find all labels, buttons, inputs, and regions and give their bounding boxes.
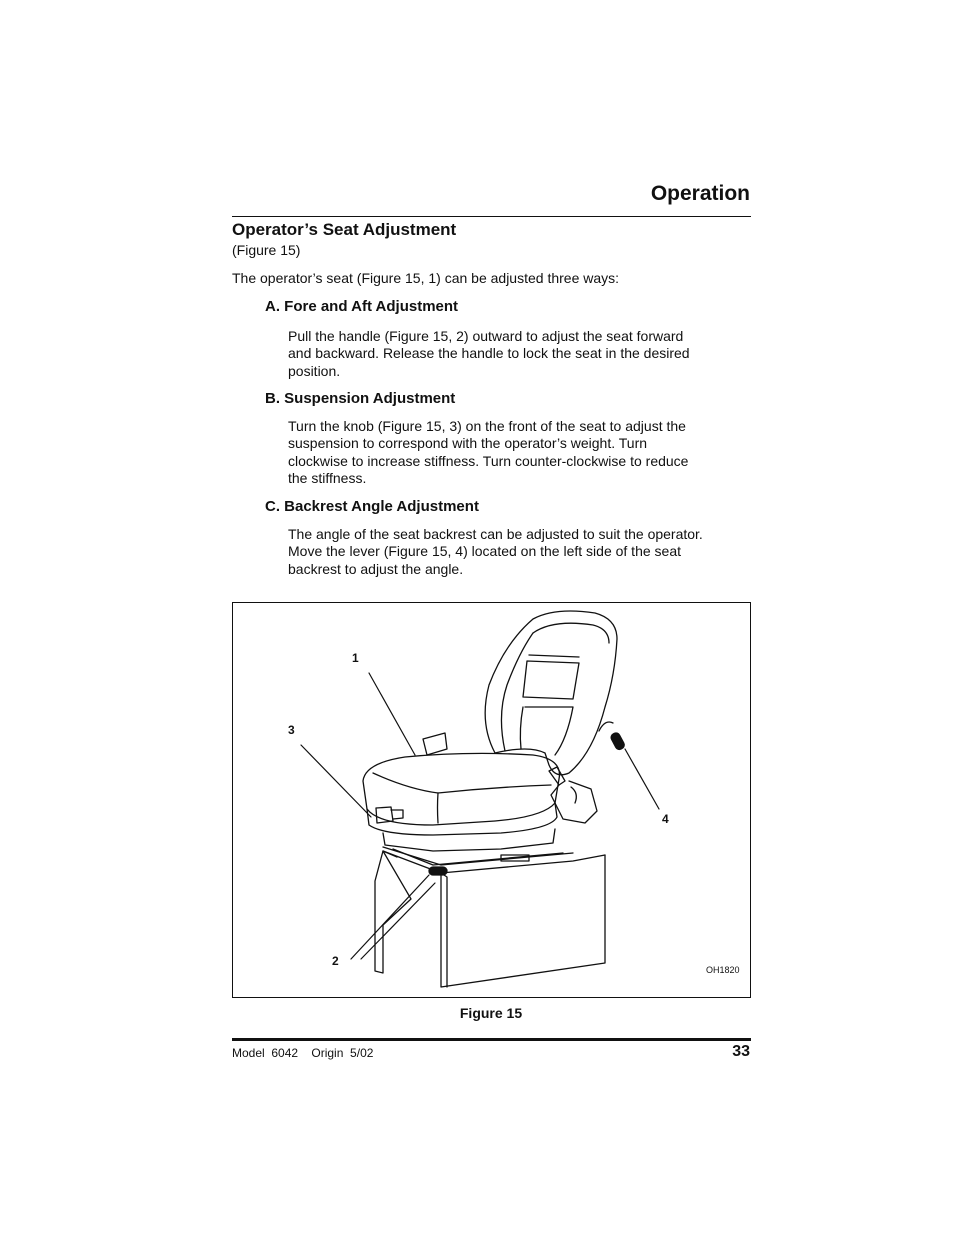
section-c-text: [288, 526, 750, 578]
section-c-line: Move the lever (Figure 15, 4) located on the left side of the seat: [288, 543, 681, 560]
intro-text: The operator’s seat (Figure 15, 1) can be adjusted three ways:: [232, 270, 620, 286]
callout-1: 1: [352, 651, 359, 665]
section-a-title: A. Fore and Aft Adjustment: [265, 298, 459, 315]
callout-3: 3: [288, 723, 295, 737]
section-b-line: clockwise to increase stiffness. Turn counter-clockwise to reduce: [288, 452, 689, 469]
seat-base: [375, 851, 605, 987]
section-a-line: position.: [288, 362, 341, 379]
section-c-line: backrest to adjust the angle.: [288, 560, 464, 577]
fore-aft-handle: [429, 867, 447, 875]
seat-belt: [423, 733, 597, 823]
page-number: 33: [732, 1043, 750, 1060]
footer-rule: [232, 1038, 751, 1041]
seat-backrest: [485, 611, 617, 775]
seat-cushion: [363, 753, 559, 851]
section-b-line: the stiffness.: [288, 469, 367, 486]
section-a-line: Pull the handle (Figure 15, 2) outward to adjust the seat forward: [288, 328, 684, 344]
page-heading: Operator’s Seat Adjustment: [232, 220, 457, 239]
section-c-title: C. Backrest Angle Adjustment: [265, 498, 479, 515]
callout-4: 4: [662, 812, 669, 826]
figure-id: OH1820: [706, 965, 740, 975]
callout-2: 2: [332, 954, 339, 968]
section-b-title: B. Suspension Adjustment: [265, 390, 456, 407]
section-a-text: [288, 328, 750, 380]
section-a-line: and backward. Release the handle to lock the seat in the desired: [288, 345, 690, 362]
section-b-text: [288, 418, 750, 487]
figure-reference: (Figure 15): [232, 242, 301, 258]
section-b-line: Turn the knob (Figure 15, 3) on the front of the seat to adjust the: [288, 418, 686, 434]
footer-model: Model 6042 Origin 5/02: [232, 1046, 374, 1060]
figure-caption: Figure 15: [459, 1005, 523, 1021]
section-title: Operation: [650, 182, 750, 205]
seat-illustration: [233, 603, 750, 997]
figure-box: [232, 602, 751, 998]
backrest-lever: [599, 722, 626, 751]
section-c-line: The angle of the seat backrest can be adjusted to suit the operator.: [288, 526, 703, 542]
section-b-line: suspension to correspond with the operator’s weight. Turn: [288, 435, 648, 452]
header-rule: [232, 216, 751, 217]
